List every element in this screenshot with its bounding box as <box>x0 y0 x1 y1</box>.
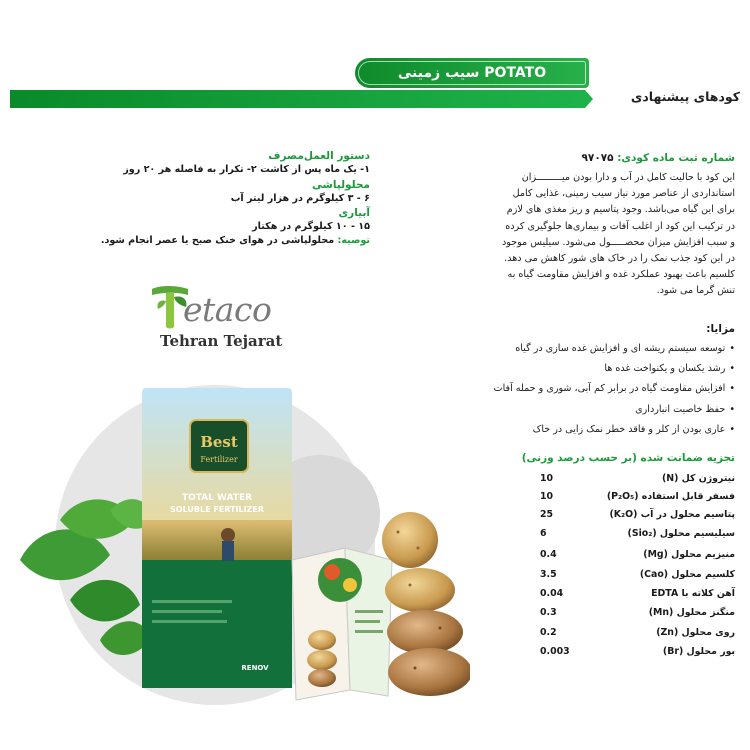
analysis-value: 3.5 <box>540 569 557 580</box>
logo-subtitle: Tehran Tejarat <box>160 332 283 350</box>
advantage-item: • رشد یکسان و یکنواخت غده ها <box>455 359 735 379</box>
bag-footer: RENOV <box>241 664 269 672</box>
advantage-item: • توسعه سیستم ریشه ای و افزایش غده سازی در گیاه <box>455 339 735 359</box>
analysis-row <box>540 509 735 527</box>
bag-line-2: SOLUBLE FERTILIZER <box>170 505 264 514</box>
spray-heading: محلولپاشی <box>311 179 370 191</box>
analysis-label: کلسیم محلول (Cao) <box>639 569 735 580</box>
irrigation-heading: آبیاری <box>338 207 370 219</box>
section-heading: کودهای پیشنهادی <box>630 89 740 104</box>
page-title: سیب زمینی POTATO <box>397 65 547 81</box>
usage-heading: دستور العمل‌مصرف <box>268 150 370 162</box>
product-description <box>455 170 735 300</box>
brochure <box>292 548 392 700</box>
description-line: برای این گیاه می‌باشد. وجود پتاسیم و ریز مغذی های لازم <box>506 204 735 216</box>
usage-soil-text: ۱- یک ماه پس از کاشت ۲- تکرار به فاصله هر ۲۰ روز <box>123 164 370 175</box>
description-line: در این کود جذب نمک را در خاک های شور کاهش می دهد. <box>504 253 735 265</box>
analysis-value: 25 <box>540 509 554 520</box>
description-line: استانداردی از عناصر مورد نیاز سیب زمینی، غذایی کامل <box>512 188 735 200</box>
recommendation-body: محلولپاشی در هوای خنک صبح یا عصر انجام شود. <box>100 235 335 246</box>
analysis-row <box>540 588 735 606</box>
analysis-label: روی محلول (Zn) <box>656 627 735 638</box>
recommendation-label: توصیه: <box>337 235 370 246</box>
analysis-label: منیزیم محلول (Mg) <box>643 549 735 560</box>
advantage-item: • حفظ خاصیت انبارداری <box>455 400 735 420</box>
analysis-label: پتاسیم محلول در آب (K₂O) <box>609 509 735 520</box>
analysis-value: 0.4 <box>540 549 557 560</box>
analysis-row <box>540 627 735 645</box>
analysis-label: نیتروژن کل (N) <box>661 473 735 484</box>
description-line: تنش گرما می شود. <box>656 285 735 297</box>
analysis-value: 10 <box>540 473 554 484</box>
bag-brand-text: Best <box>200 433 238 451</box>
analysis-label: بور محلول (Br) <box>662 646 735 657</box>
analysis-row <box>540 607 735 625</box>
description-line: و سبب افزایش میزان محصـــــول می‌شود. سیلیس موجود <box>501 236 735 248</box>
registration-line <box>455 152 735 164</box>
analysis-row <box>540 473 735 491</box>
analysis-value: 6 <box>540 528 547 539</box>
analysis-row <box>540 646 735 664</box>
registration-number: ۹۷۰۷۵ <box>581 152 614 164</box>
analysis-row <box>540 569 735 587</box>
analysis-value: 0.003 <box>540 646 570 657</box>
description-line: در ترکیب این کود از اغلب آفات و بیماری‌ها جلوگیری کرده <box>505 220 735 232</box>
analysis-row <box>540 549 735 567</box>
advantages-heading: مزایا: <box>706 323 735 335</box>
analysis-value: 0.2 <box>540 627 557 638</box>
analysis-row <box>540 491 735 509</box>
advantage-item: • عاری بودن از کلر و فاقد خطر نمک زایی در خاک <box>455 420 735 440</box>
description-line: کلسیم باعث بهبود عملکرد غده و افزایش مقاومت گیاه به <box>507 269 735 281</box>
product-illustration <box>0 360 470 730</box>
analysis-label: سیلیسیم محلول (Sio₂) <box>627 528 735 539</box>
spray-text: ۶ - ۳ کیلوگرم در هزار لیتر آب <box>230 193 370 204</box>
description-line: این کود با حالیت کامل در آب و دارا بودن میـــــــــزان <box>521 172 735 183</box>
logo-wordmark: etaco <box>183 290 272 329</box>
fertilizer-bag <box>142 388 292 688</box>
analysis-heading: تجزیه ضمانت شده (بر حسب درصد وزنی) <box>521 452 735 464</box>
header-bar <box>10 90 585 108</box>
analysis-label: فسفر قابل استفاده (P₂O₅) <box>606 491 735 502</box>
analysis-label: منگنز محلول (Mn) <box>648 607 735 618</box>
analysis-value: 10 <box>540 491 554 502</box>
recommendation-text <box>100 235 370 246</box>
advantages-list <box>455 339 735 440</box>
bag-line-1: TOTAL WATER <box>181 493 253 503</box>
potato-stack-icon <box>382 512 470 696</box>
analysis-value: 0.04 <box>540 588 564 599</box>
registration-label: شماره ثبت ماده کودی: <box>617 152 735 164</box>
analysis-value: 0.3 <box>540 607 557 618</box>
analysis-label: آهن کلاته با EDTA <box>651 588 735 599</box>
advantage-item: • افزایش مقاومت گیاه در برابر کم آبی، شوری و حمله آفات <box>455 379 735 399</box>
bag-brand-sub: Fertilizer <box>200 455 238 464</box>
irrigation-text: ۱۵ - ۱۰ کیلوگرم در هکتار <box>252 221 370 232</box>
analysis-row <box>540 528 735 546</box>
